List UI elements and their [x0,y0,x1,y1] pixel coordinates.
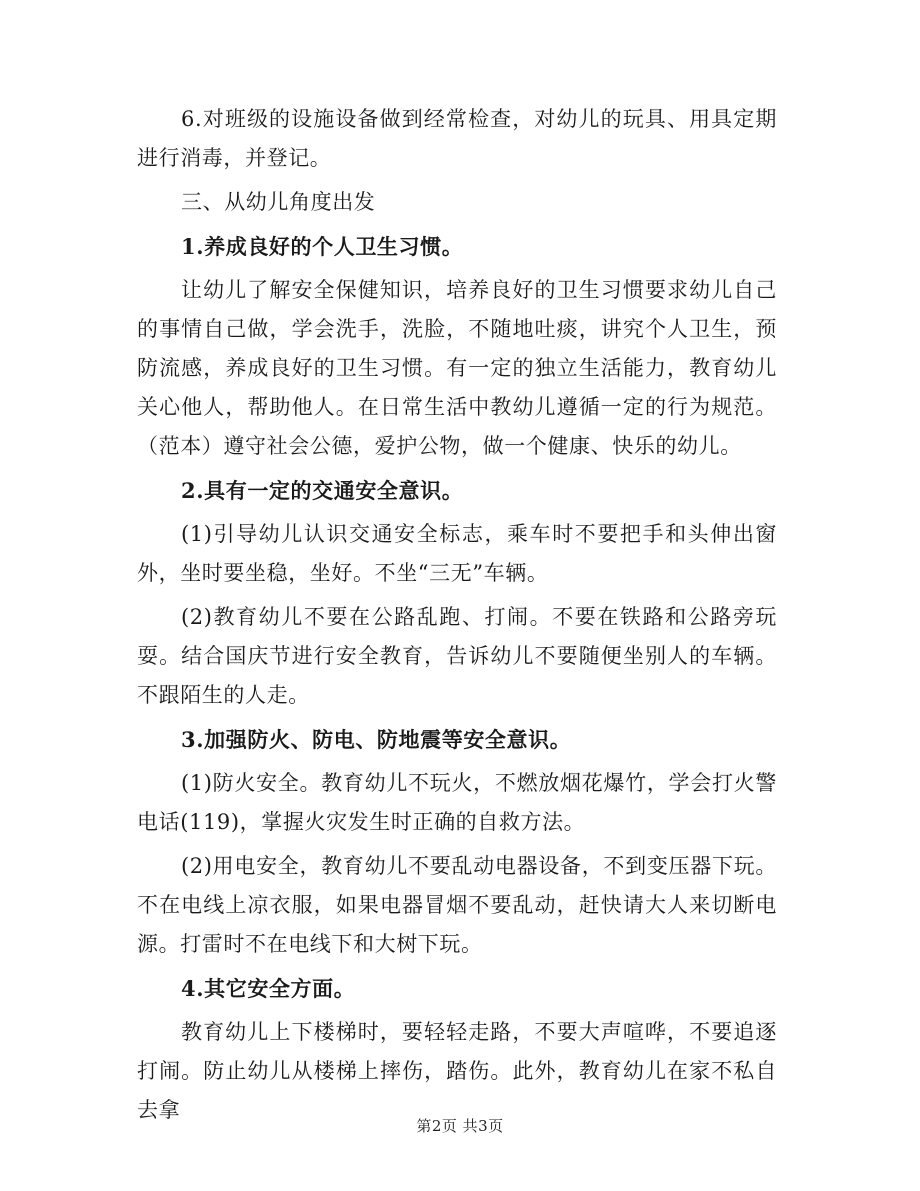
paragraph-item-6-inspection: 6.对班级的设施设备做到经常检查，对幼儿的玩具、用具定期进行消毒，并登记。 [137,107,777,170]
paragraph-fire-safety: (1)防火安全。教育幼儿不玩火，不燃放烟花爆竹，学会打火警电话(119)，掌握火灾发生时正确的自救方法。 [137,771,777,834]
subheading-fire-electric: 3.加强防火、防电、防地震等安全意识。 [181,727,572,752]
document-body [137,100,777,1135]
paragraph-electric-safety: (2)用电安全，教育幼儿不要乱动电器设备，不到变压器下玩。不在电线上凉衣服，如果电器冒烟不要乱动，赶快请大人来切断电源。打雷时不在电线下和大树下玩。 [137,854,777,956]
subheading-traffic: 2.具有一定的交通安全意识。 [181,478,464,503]
subheading-hygiene: 1.养成良好的个人卫生习惯。 [181,234,464,259]
subheading-other-safety: 4.其它安全方面。 [181,976,356,1001]
section-heading-3: 三、从幼儿角度出发 [181,190,376,214]
paragraph-stairs-safety: 教育幼儿上下楼梯时，要轻轻走路，不要大声喧哗，不要追逐打闹。防止幼儿从楼梯上摔伤，踏伤。此外，教育幼儿在家不私自去拿 [137,1020,777,1122]
page-number-footer: 第2页 共3页 [416,1117,504,1135]
paragraph-traffic-2: (2)教育幼儿不要在公路乱跑、打闹。不要在铁路和公路旁玩耍。结合国庆节进行安全教育，告诉幼儿不要随便坐别人的车辆。不跟陌生的人走。 [137,605,777,707]
paragraph-traffic-1: (1)引导幼儿认识交通安全标志，乘车时不要把手和头伸出窗外，坐时要坐稳，坐好。不坐“三无”车辆。 [137,522,777,585]
paragraph-hygiene: 让幼儿了解安全保健知识，培养良好的卫生习惯要求幼儿自己的事情自己做，学会洗手，洗脸，不随地吐痰，讲究个人卫生，预防流感，养成良好的卫生习惯。有一定的独立生活能力，教育幼儿关心他人，帮助他人。在日常生活中教幼儿遵循一定的行为规范。（范本）遵守社会公德，爱护公物，做一个健康、快乐的幼儿。 [137,278,777,458]
